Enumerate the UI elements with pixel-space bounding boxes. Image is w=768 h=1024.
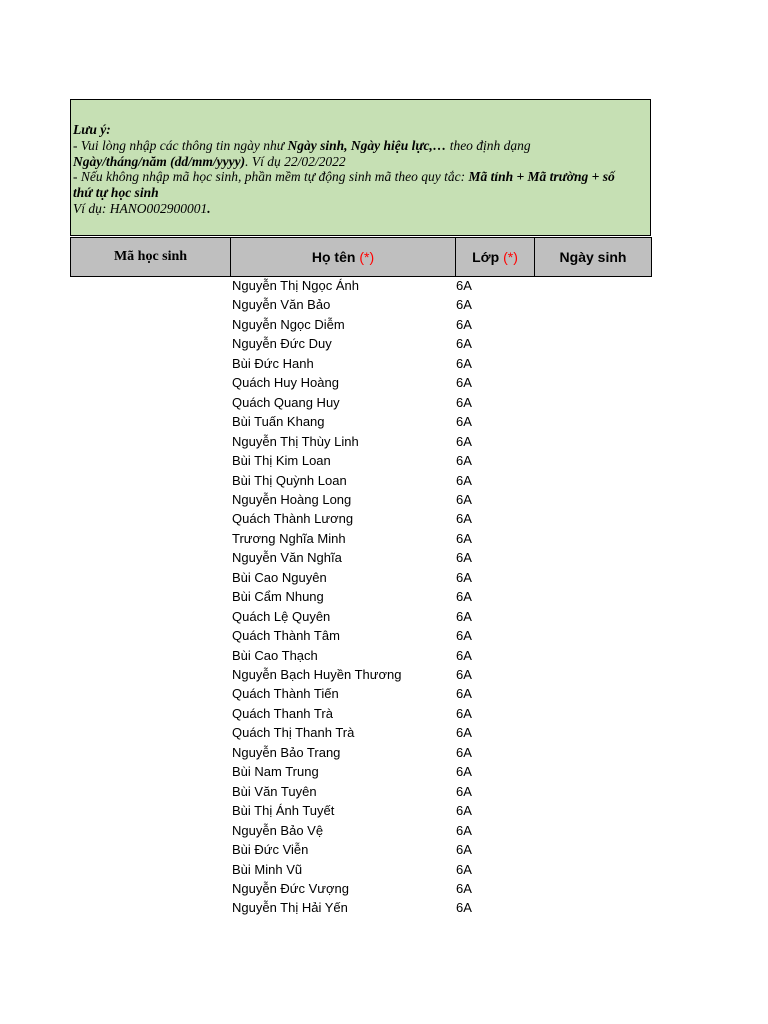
student-name: Nguyễn Đức Duy <box>232 336 332 352</box>
note-date-format: - Vui lòng nhập các thông tin ngày như Ngày sinh, Ngày hiệu lực,… theo định dạng Ngày/tháng/năm (dd/mm/yyyy). Ví dụ 22/02/2022 <box>73 137 531 169</box>
student-class: 6A <box>456 725 472 741</box>
student-name: Nguyễn Bạch Huyền Thương <box>232 667 402 682</box>
student-name: Quách Thành Tiến <box>232 686 339 702</box>
student-name: Bùi Văn Tuyên <box>232 783 317 799</box>
header-birth-date: Ngày sinh <box>559 249 627 265</box>
student-name: Quách Quang Huy <box>232 394 340 410</box>
student-class: 6A <box>456 628 472 644</box>
student-name: Bùi Tuấn Khang <box>232 414 325 430</box>
student-name: Nguyễn Thị Thùy Linh <box>232 433 359 449</box>
note-example: Ví dụ: HANO002900001. <box>73 200 211 216</box>
note-title: Lưu ý: <box>73 122 111 137</box>
instruction-note <box>70 99 651 236</box>
student-class: 6A <box>456 861 472 877</box>
student-name: Bùi Nam Trung <box>232 764 319 780</box>
student-name: Quách Thành Lương <box>232 511 354 527</box>
table-header <box>70 237 652 277</box>
student-class: 6A <box>456 900 472 916</box>
student-class: 6A <box>456 316 472 332</box>
student-class: 6A <box>456 394 472 410</box>
student-class: 6A <box>456 783 472 799</box>
student-class: 6A <box>456 550 472 566</box>
header-class: Lớp (*) <box>456 238 535 276</box>
header-student-code: Mã học sinh <box>71 238 231 276</box>
student-name: Bùi Đức Hanh <box>232 355 314 371</box>
student-class: 6A <box>456 647 472 663</box>
student-name: Bùi Cao Nguyên <box>232 569 327 585</box>
student-class: 6A <box>456 278 472 293</box>
student-name: Quách Huy Hoàng <box>232 375 339 391</box>
student-name: Bùi Cao Thạch <box>232 647 318 663</box>
student-name: Trương Nghĩa Minh <box>232 530 346 546</box>
student-name: Quách Thanh Trà <box>232 705 333 721</box>
student-name: Bùi Đức Viễn <box>232 842 309 858</box>
student-class: 6A <box>456 608 472 624</box>
student-class: 6A <box>456 433 472 449</box>
student-class: 6A <box>456 414 472 430</box>
student-name: Quách Thị Thanh Trà <box>232 725 355 741</box>
student-class: 6A <box>456 880 472 896</box>
student-class: 6A <box>456 744 472 760</box>
student-class: 6A <box>456 764 472 780</box>
student-name: Nguyễn Bảo Trang <box>232 744 341 760</box>
student-class: 6A <box>456 530 472 546</box>
required-mark: (*) <box>359 249 375 265</box>
student-class: 6A <box>456 822 472 838</box>
student-name: Nguyễn Thị Ngọc Ánh <box>232 278 359 293</box>
student-name: Bùi Minh Vũ <box>232 861 303 877</box>
student-name: Quách Thành Tâm <box>232 628 340 644</box>
student-name: Bùi Thị Quỳnh Loan <box>232 472 347 488</box>
student-class: 6A <box>456 667 472 682</box>
student-name: Nguyễn Bảo Vệ <box>232 822 324 838</box>
student-class: 6A <box>456 472 472 488</box>
student-name: Bùi Thị Ánh Tuyết <box>232 803 335 819</box>
student-class: 6A <box>456 355 472 371</box>
student-name: Bùi Cẩm Nhung <box>232 589 324 605</box>
header-full-name: Họ tên (*) <box>231 238 456 276</box>
student-class: 6A <box>456 297 472 313</box>
student-name: Quách Lệ Quyên <box>232 608 331 624</box>
student-class: 6A <box>456 491 472 507</box>
student-class: 6A <box>456 686 472 702</box>
student-name: Nguyễn Thị Hải Yến <box>232 900 348 916</box>
note-code-rule: - Nếu không nhập mã học sinh, phần mềm tự động sinh mã theo quy tắc: Mã tỉnh + Mã trường + số thứ tự học sinh <box>73 169 615 201</box>
student-class: 6A <box>456 375 472 391</box>
student-name: Nguyễn Đức Vượng <box>232 880 349 896</box>
required-mark: (*) <box>503 249 518 265</box>
student-class: 6A <box>456 705 472 721</box>
student-name: Nguyễn Hoàng Long <box>232 491 352 507</box>
student-class: 6A <box>456 589 472 605</box>
student-class: 6A <box>456 511 472 527</box>
student-class: 6A <box>456 842 472 858</box>
student-name: Nguyễn Văn Nghĩa <box>232 550 342 566</box>
student-name: Bùi Thị Kim Loan <box>232 453 331 469</box>
student-class: 6A <box>456 336 472 352</box>
student-name: Nguyễn Ngọc Diễm <box>232 316 345 332</box>
student-class: 6A <box>456 803 472 819</box>
student-name: Nguyễn Văn Bảo <box>232 297 331 313</box>
student-class: 6A <box>456 453 472 469</box>
student-class: 6A <box>456 569 472 585</box>
